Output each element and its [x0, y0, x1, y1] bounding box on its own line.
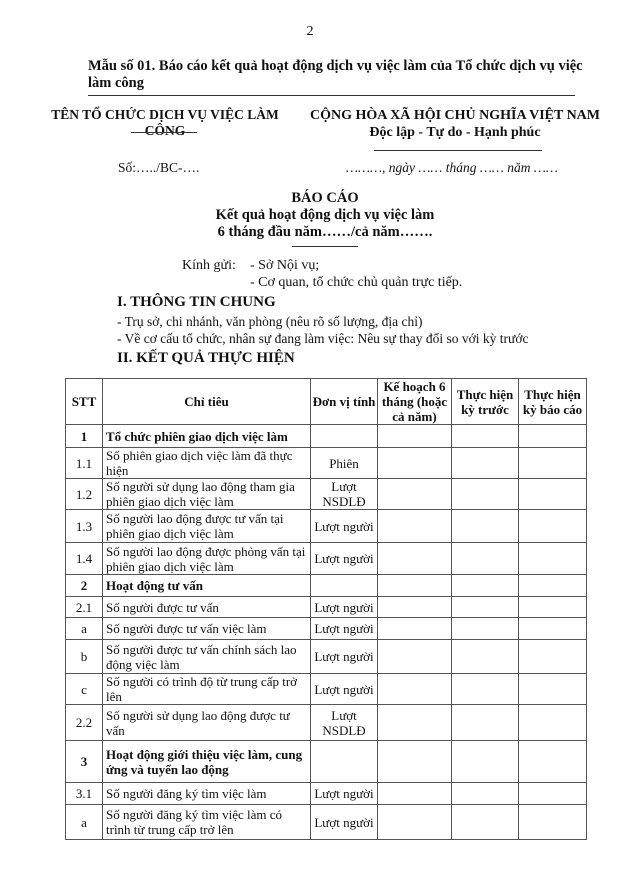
row-previous-value[interactable] — [452, 510, 519, 543]
table-row — [66, 479, 587, 510]
row-indicator: Số người đăng ký tìm việc làm — [103, 783, 311, 805]
row-unit — [311, 425, 378, 448]
row-number: 3.1 — [66, 783, 103, 805]
row-current-value[interactable] — [519, 640, 587, 674]
row-number: 2.2 — [66, 705, 103, 741]
table-row — [66, 783, 587, 805]
row-previous-value[interactable] — [452, 479, 519, 510]
row-number: a — [66, 805, 103, 840]
row-current-value[interactable] — [519, 510, 587, 543]
row-previous-value[interactable] — [452, 640, 519, 674]
table-row — [66, 597, 587, 618]
row-previous-value[interactable] — [452, 448, 519, 479]
national-title: CỘNG HÒA XÃ HỘI CHỦ NGHĨA VIỆT NAM — [309, 108, 600, 123]
row-unit: Lượt người — [311, 805, 378, 840]
table-row — [66, 425, 587, 448]
row-previous-value[interactable] — [452, 805, 519, 840]
table-row — [66, 705, 587, 741]
organization-divider — [131, 132, 197, 133]
row-number: 1.3 — [66, 510, 103, 543]
section-heading-general-info: I. THÔNG TIN CHUNG — [117, 294, 276, 310]
row-indicator: Số người sử dụng lao động được tư vấn — [103, 705, 311, 741]
recipient-item: - Cơ quan, tổ chức chủ quản trực tiếp. — [250, 275, 463, 290]
row-unit: Lượt NSDLĐ — [311, 705, 378, 741]
row-previous-value[interactable] — [452, 783, 519, 805]
row-indicator: Số người đăng ký tìm việc làm có trình từ trung cấp trở lên — [103, 805, 311, 840]
document-number: Số:…../BC-…. — [118, 160, 200, 175]
row-previous-value[interactable] — [452, 705, 519, 741]
report-heading — [0, 190, 620, 241]
row-indicator: Số người được tư vấn — [103, 597, 311, 618]
row-current-value[interactable] — [519, 479, 587, 510]
row-plan-value[interactable] — [378, 597, 452, 618]
national-motto: Độc lập - Tự do - Hạnh phúc — [369, 125, 541, 140]
page-number: 2 — [306, 24, 314, 39]
organization-name: TÊN TỔ CHỨC DỊCH VỤ VIỆC LÀM CÔNG — [51, 107, 279, 138]
table-row — [66, 640, 587, 674]
row-indicator: Số phiên giao dịch việc làm đã thực hiện — [103, 448, 311, 479]
table-header-row — [66, 379, 587, 425]
row-number: c — [66, 674, 103, 705]
row-indicator: Số người được tư vấn chính sách lao động việc làm — [103, 640, 311, 674]
row-unit — [311, 575, 378, 597]
column-header-previous-period: Thực hiện kỳ trước — [452, 379, 519, 425]
row-plan-value[interactable] — [378, 640, 452, 674]
title-underline — [88, 95, 575, 96]
row-number: a — [66, 618, 103, 640]
row-current-value[interactable] — [519, 618, 587, 640]
row-number: 2 — [66, 575, 103, 597]
table-row — [66, 575, 587, 597]
row-unit: Lượt NSDLĐ — [311, 479, 378, 510]
section-heading-results: II. KẾT QUẢ THỰC HIỆN — [117, 350, 295, 366]
column-header-reporting-period: Thực hiện kỳ báo cáo — [519, 379, 587, 425]
column-header-plan: Kế hoạch 6 tháng (hoặc cả năm) — [378, 379, 452, 425]
row-current-value[interactable] — [519, 741, 587, 783]
row-unit — [311, 741, 378, 783]
column-header-stt: STT — [66, 379, 103, 425]
report-period: 6 tháng đầu năm……/cả năm……. — [217, 224, 433, 240]
row-previous-value[interactable] — [452, 741, 519, 783]
row-plan-value[interactable] — [378, 543, 452, 575]
row-current-value[interactable] — [519, 597, 587, 618]
table-row — [66, 674, 587, 705]
row-current-value[interactable] — [519, 575, 587, 597]
row-unit: Lượt người — [311, 783, 378, 805]
report-title: BÁO CÁO — [291, 190, 359, 206]
row-previous-value[interactable] — [452, 618, 519, 640]
row-plan-value[interactable] — [378, 705, 452, 741]
row-previous-value[interactable] — [452, 425, 519, 448]
row-plan-value[interactable] — [378, 674, 452, 705]
row-previous-value[interactable] — [452, 575, 519, 597]
row-indicator: Hoạt động giới thiệu việc làm, cung ứng và tuyển lao động — [103, 741, 311, 783]
results-table — [65, 378, 587, 840]
row-current-value[interactable] — [519, 674, 587, 705]
row-indicator: Số người có trình độ từ trung cấp trở lên — [103, 674, 311, 705]
row-indicator: Số người được tư vấn việc làm — [103, 618, 311, 640]
general-info-item: - Trụ sở, chi nhánh, văn phòng (nêu rõ số lượng, địa chỉ) — [117, 314, 423, 329]
row-plan-value[interactable] — [378, 448, 452, 479]
row-previous-value[interactable] — [452, 543, 519, 575]
row-plan-value[interactable] — [378, 479, 452, 510]
motto-divider — [374, 150, 542, 151]
row-number: 1 — [66, 425, 103, 448]
row-plan-value[interactable] — [378, 805, 452, 840]
table-row — [66, 543, 587, 575]
row-indicator: Số người lao động được phỏng vấn tại phiên giao dịch việc làm — [103, 543, 311, 575]
row-indicator: Tổ chức phiên giao dịch việc làm — [103, 425, 311, 448]
row-unit: Lượt người — [311, 674, 378, 705]
recipient-label: Kính gửi: — [182, 258, 236, 273]
row-unit: Phiên — [311, 448, 378, 479]
table-row — [66, 448, 587, 479]
report-divider — [292, 246, 358, 247]
row-current-value[interactable] — [519, 805, 587, 840]
row-current-value[interactable] — [519, 425, 587, 448]
row-current-value[interactable] — [519, 705, 587, 741]
row-number: 2.1 — [66, 597, 103, 618]
report-subtitle: Kết quả hoạt động dịch vụ việc làm — [215, 207, 435, 223]
row-unit: Lượt người — [311, 618, 378, 640]
row-indicator: Hoạt động tư vấn — [103, 575, 311, 597]
table-row — [66, 741, 587, 783]
column-header-indicator: Chỉ tiêu — [103, 379, 311, 425]
row-previous-value[interactable] — [452, 674, 519, 705]
row-plan-value[interactable] — [378, 741, 452, 783]
row-plan-value[interactable] — [378, 783, 452, 805]
table-row — [66, 510, 587, 543]
row-number: 1.2 — [66, 479, 103, 510]
date-line: ………, ngày …… tháng …… năm …… — [346, 160, 558, 175]
row-unit: Lượt người — [311, 597, 378, 618]
table-row — [66, 618, 587, 640]
row-previous-value[interactable] — [452, 597, 519, 618]
form-title: Mẫu số 01. Báo cáo kết quả hoạt động dịch vụ việc làm của Tổ chức dịch vụ việc làm công — [88, 58, 583, 91]
row-indicator: Số người sử dụng lao động tham gia phiên giao dịch việc làm — [103, 479, 311, 510]
row-current-value[interactable] — [519, 783, 587, 805]
row-plan-value[interactable] — [378, 510, 452, 543]
table-row — [66, 805, 587, 840]
general-info-item: - Về cơ cấu tổ chức, nhân sự đang làm việc: Nêu sự thay đổi so với kỳ trước — [117, 331, 529, 346]
row-plan-value[interactable] — [378, 575, 452, 597]
row-plan-value[interactable] — [378, 618, 452, 640]
recipient-item: - Sở Nội vụ; — [250, 258, 320, 273]
row-unit: Lượt người — [311, 543, 378, 575]
row-current-value[interactable] — [519, 448, 587, 479]
column-header-unit: Đơn vị tính — [311, 379, 378, 425]
row-number: 1.1 — [66, 448, 103, 479]
row-unit: Lượt người — [311, 640, 378, 674]
row-current-value[interactable] — [519, 543, 587, 575]
row-plan-value[interactable] — [378, 425, 452, 448]
row-number: 1.4 — [66, 543, 103, 575]
row-number: 3 — [66, 741, 103, 783]
row-number: b — [66, 640, 103, 674]
row-indicator: Số người lao động được tư vấn tại phiên giao dịch việc làm — [103, 510, 311, 543]
row-unit: Lượt người — [311, 510, 378, 543]
